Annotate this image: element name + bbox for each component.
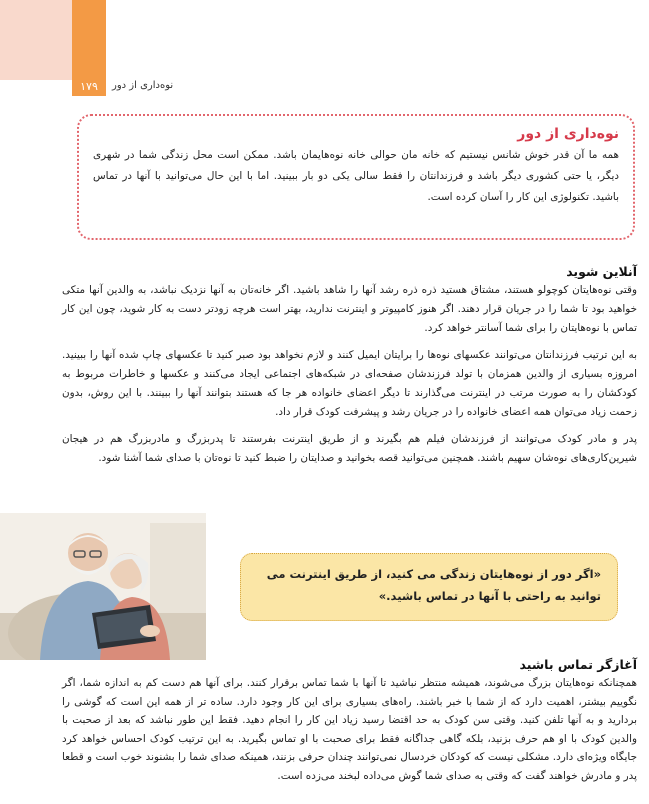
paragraph: همچنانکه نوه‌هایتان بزرگ می‌شوند، همیشه منتظر نباشید تا آنها با شما تماس برقرار کنند. برای آنها هم دست کم به اندازه شما، اگر نگوییم بیشتر، اهمیت دارد که از شما با خبر باشند. راه‌های بسیاری برای این کار وجود دارد. ساده تر از همه این است که گوشی را بردارید و به آنها تلفن کنید. وقتی سن کودک به حد اقتضا رسید زیاد این کار را انجام دهید. فقط این طور نباشد که بعد از صحبت با والدین کودک با او هم حرف بزنید، بلکه گاهی جداگانه فقط برای صحبت با او تماس بگیرید. به این ترتیب کودک احساس خواهد کرد جایگاه ویژه‌ای دارد. مشکلی نیست که کودکان خردسال نمی‌توانند چندان حرفی بزنند، همینکه صدای شما را بشنوند خوب است و قطعا پدر و مادرش خواهند گفت که وقتی به صدای شما گوش می‌داده لبخند می‌زده است. <box>62 677 637 782</box>
section-title-initiate: آغازگر تماس باشید <box>519 657 637 672</box>
paragraph: به این ترتیب فرزندانتان می‌توانند عکسهای نوه‌ها را برایتان ایمیل کنند و لازم نخواهد بود صبر کنید تا عکسهای چاپ شده آنها را ببینید. امروزه بسیاری از والدین همزمان با تولد فرزندشان صفحه‌ای در شبکه‌های اجتماعی ایجاد می‌کنند و عکسها و خاطرات مربوط به کودکشان را به صورت مرتب در اینترنت می‌گذارند تا دیگر اعضای خانواده هر جا که هستند بتوانند آنها را ببینند. با این روش، بدون زحمت زیاد می‌توان همه اعضای خانواده را در جریان رشد و پیشرفت کودک قرار داد. <box>62 349 637 418</box>
section-title-online: آنلاین شوید <box>566 264 637 279</box>
intro-box <box>77 114 635 240</box>
quote-box <box>240 553 618 621</box>
paragraph: وقتی نوه‌هایتان کوچولو هستند، مشتاق هستید ذره ذره رشد آنها را شاهد باشید. اگر خانه‌تان به آنها نزدیک نباشد، به والدین آنها متکی خواهید بود تا شما را در جریان قرار دهند. اگر هنوز کامپیوتر و اینترنت ندارید، بهتر است هرچه زودتر دست به کار شوید، چون این کار تماس با نوه‌هایتان را برای شما آسانتر خواهد کرد. <box>62 284 637 334</box>
page-number: ۱۷۹ <box>80 80 98 93</box>
running-head: نوه‌داری از دور <box>112 80 174 91</box>
grandparents-photo <box>0 513 206 660</box>
intro-text: همه ما آن قدر خوش شانس نیستیم که خانه مان حوالی خانه نوه‌هایمان باشد. ممکن است محل زندگی شما در شهری دیگر، یا حتی کشوری دیگر باشد و فرزندانتان را فقط سالی یکی دو بار ببینید. اما با این حال می‌توانید با آنها در تماس باشید. تکنولوژی این کار را آسان کرده است. <box>93 149 619 203</box>
section-initiate <box>62 657 637 794</box>
section-online <box>62 264 637 476</box>
paragraph: پدر و مادر کودک می‌توانند از فرزندشان فیلم هم بگیرند و از طریق اینترنت بفرستند تا پدربزرگ و مادربزرگ هم در هیجان شیرین‌کاری‌های نوه‌شان سهیم باشند. همچنین می‌توانید قصه بخوانید و صدایتان را ضبط کنید تا نوه‌تان با صدای شما آشنا شود. <box>62 433 637 464</box>
grandparents-illustration <box>0 513 206 660</box>
corner-decoration <box>0 0 72 80</box>
quote-text: «اگر دور از نوه‌هایتان زندگی می کنید، از طریق اینترنت می توانید به راحتی با آنها در تماس باشید.» <box>266 567 601 603</box>
intro-title: نوه‌داری از دور <box>517 126 619 142</box>
